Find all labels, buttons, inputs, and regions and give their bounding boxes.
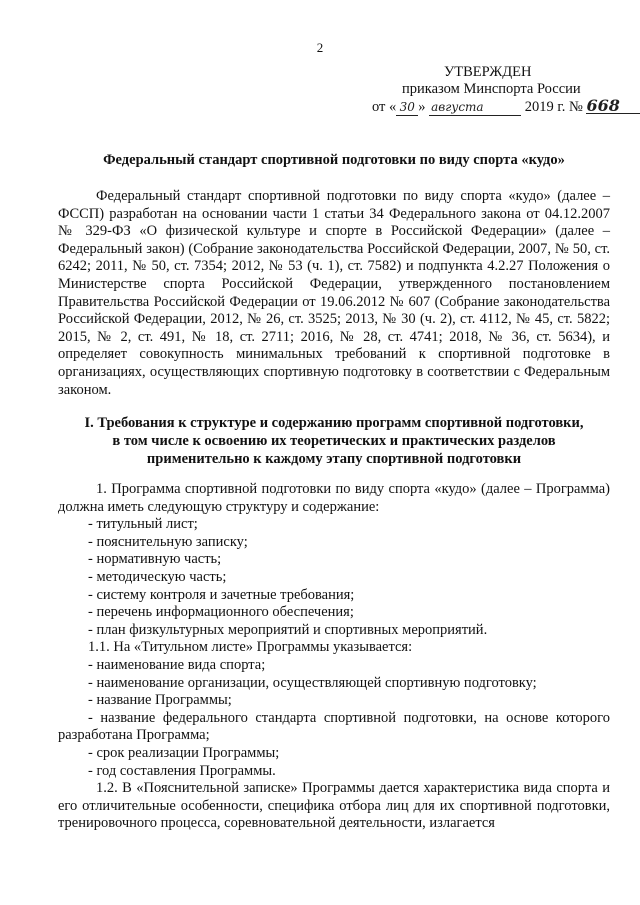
intro-paragraph: Федеральный стандарт спортивной подготовки по виду спорта «кудо» (далее – ФССП) разработан на основании части 1 статьи 34 Федерального закона от 04.12.2007 № 329-ФЗ «О физической культуре и спорте в Российской Федерации» (далее – Федеральный закон) (Собрание законодательства Российской Федерации, 2007, № 50, ст. 6242; 2011, № 50, ст. 7354; 2012, № 53 (ч. 1), ст. 7582) и подпункта 4.2.27 Положения о Министерстве спорта Российской Федерации, утвержденного постановлением Правительства Российской Федерации от 19.06.2012 № 607 (Собрание законодательства Российской Федерации, 2012, № 26, ст. 3525; 2013, № 30 (ч. 2), ст. 4112, № 45, ст. 5822; 2015, № 2, ст. 491, № 18, ст. 2711; 2016, № 28, ст. 4741; 2018, № 36, ст. 5634), и определяет совокупность минимальных требований к спортивной подготовке в организациях, осуществляющих спортивную подготовку в соответствии с Федеральным законом. bbox=[58, 188, 610, 398]
list-item: - пояснительную записку; bbox=[88, 533, 248, 550]
paragraph-1-2: 1.2. В «Пояснительной записке» Программы дается характеристика вида спорта и его отличительные особенности, специфика отбора лиц для их спортивной подготовки, тренировочного процесса, соревновательной деятельности, излагается bbox=[58, 780, 610, 832]
list-item: - наименование организации, осуществляющей спортивную подготовку; bbox=[88, 674, 537, 691]
list-item: - титульный лист; bbox=[88, 516, 198, 533]
handwritten-day: 30 bbox=[396, 100, 418, 116]
list-item: - срок реализации Программы; bbox=[88, 744, 280, 761]
approval-quote-close: » bbox=[418, 99, 426, 115]
list-item: - нормативную часть; bbox=[88, 551, 222, 568]
list-item: - название Программы; bbox=[88, 692, 232, 709]
approval-date-line bbox=[372, 98, 622, 116]
approval-block bbox=[372, 64, 622, 116]
list-item: - наименование вида спорта; bbox=[88, 656, 266, 673]
page-number: 2 bbox=[316, 40, 324, 55]
section-heading-line: в том числе к освоению их теоретических и практических разделов bbox=[112, 433, 556, 449]
approval-from-label: от « bbox=[372, 99, 397, 115]
approval-year-number-label: 2019 г. № bbox=[524, 99, 583, 115]
section-1-heading bbox=[58, 414, 610, 468]
approval-by-order: приказом Минспорта России bbox=[402, 81, 581, 97]
list-item: - план физкультурных мероприятий и спортивных мероприятий. bbox=[88, 621, 488, 638]
section-heading-line: применительно к каждому этапу спортивной подготовки bbox=[146, 451, 522, 467]
handwritten-month: августа bbox=[429, 100, 521, 116]
approval-status: УТВЕРЖДЕН bbox=[444, 64, 532, 80]
list-item: - название федерального стандарта спортивной подготовки, на основе которого разработана Программа; bbox=[58, 709, 610, 744]
section-heading-line: I. Требования к структуре и содержанию программ спортивной подготовки, bbox=[84, 415, 584, 431]
list-item: - методическую часть; bbox=[88, 568, 227, 585]
paragraph-1: 1. Программа спортивной подготовки по виду спорта «кудо» (далее – Программа) должна иметь следующую структуру и содержание: bbox=[58, 481, 610, 515]
section-1-body bbox=[58, 481, 610, 833]
document-title: Федеральный стандарт спортивной подготовки по виду спорта «кудо» bbox=[103, 152, 565, 168]
list-item: - систему контроля и зачетные требования; bbox=[88, 586, 355, 603]
list-item: - год составления Программы. bbox=[88, 762, 276, 779]
list-item: - перечень информационного обеспечения; bbox=[88, 604, 354, 621]
paragraph-1-1: 1.1. На «Титульном листе» Программы указывается: bbox=[88, 639, 413, 656]
handwritten-order-number: 668 bbox=[586, 98, 640, 114]
